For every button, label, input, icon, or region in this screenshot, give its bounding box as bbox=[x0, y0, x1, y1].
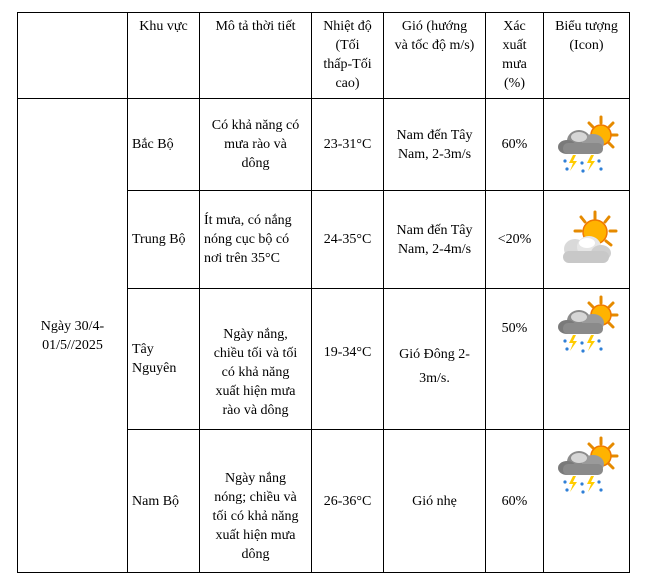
temperature-cell: 23-31°C bbox=[312, 99, 384, 191]
rain-chance-cell: 60% bbox=[486, 430, 544, 573]
icon-header: Biểu tượng (Icon) bbox=[544, 13, 630, 99]
rain-chance-header: Xác xuất mưa (%) bbox=[486, 13, 544, 99]
temperature-cell: 26-36°C bbox=[312, 430, 384, 573]
region-header: Khu vực bbox=[128, 13, 200, 99]
icon-cell bbox=[544, 289, 630, 430]
wind-cell: Gió Đông 2- 3m/s. bbox=[384, 289, 486, 430]
temperature-header: Nhiệt độ (Tối thấp-Tối cao) bbox=[312, 13, 384, 99]
temperature-cell: 24-35°C bbox=[312, 191, 384, 289]
sun-cloud-icon bbox=[555, 209, 619, 271]
description-cell: Ngày nắng, chiều tối và tối có khả năng xuất hiện mưa rào và dông bbox=[200, 289, 312, 430]
thunderstorm-sun-icon bbox=[555, 113, 619, 177]
region-cell: Tây Nguyên bbox=[128, 289, 200, 430]
thunderstorm-sun-icon bbox=[555, 434, 619, 502]
wind-cell: Gió nhẹ bbox=[384, 430, 486, 573]
wind-header: Gió (hướng và tốc độ m/s) bbox=[384, 13, 486, 99]
description-cell: Ngày nắng nóng; chiều và tối có khả năng xuất hiện mưa dông bbox=[200, 430, 312, 573]
rain-chance-cell: 50% bbox=[486, 289, 544, 430]
wind-cell: Nam đến Tây Nam, 2-3m/s bbox=[384, 99, 486, 191]
table-row bbox=[18, 99, 630, 191]
wind-cell: Nam đến Tây Nam, 2-4m/s bbox=[384, 191, 486, 289]
header-row bbox=[18, 13, 630, 99]
region-cell: Nam Bộ bbox=[128, 430, 200, 573]
region-cell: Bắc Bộ bbox=[128, 99, 200, 191]
icon-cell bbox=[544, 191, 630, 289]
weather-forecast-table bbox=[17, 12, 630, 573]
description-header: Mô tả thời tiết bbox=[200, 13, 312, 99]
temperature-cell: 19-34°C bbox=[312, 289, 384, 430]
icon-cell bbox=[544, 430, 630, 573]
description-cell: Ít mưa, có nắng nóng cục bộ có nơi trên 35°C bbox=[200, 191, 312, 289]
rain-chance-cell: <20% bbox=[486, 191, 544, 289]
date-cell: Ngày 30/4- 01/5//2025 bbox=[18, 99, 128, 573]
date-header-cell bbox=[18, 13, 128, 99]
region-cell: Trung Bộ bbox=[128, 191, 200, 289]
icon-cell bbox=[544, 99, 630, 191]
thunderstorm-sun-icon bbox=[555, 293, 619, 361]
rain-chance-cell: 60% bbox=[486, 99, 544, 191]
description-cell: Có khả năng có mưa rào và dông bbox=[200, 99, 312, 191]
